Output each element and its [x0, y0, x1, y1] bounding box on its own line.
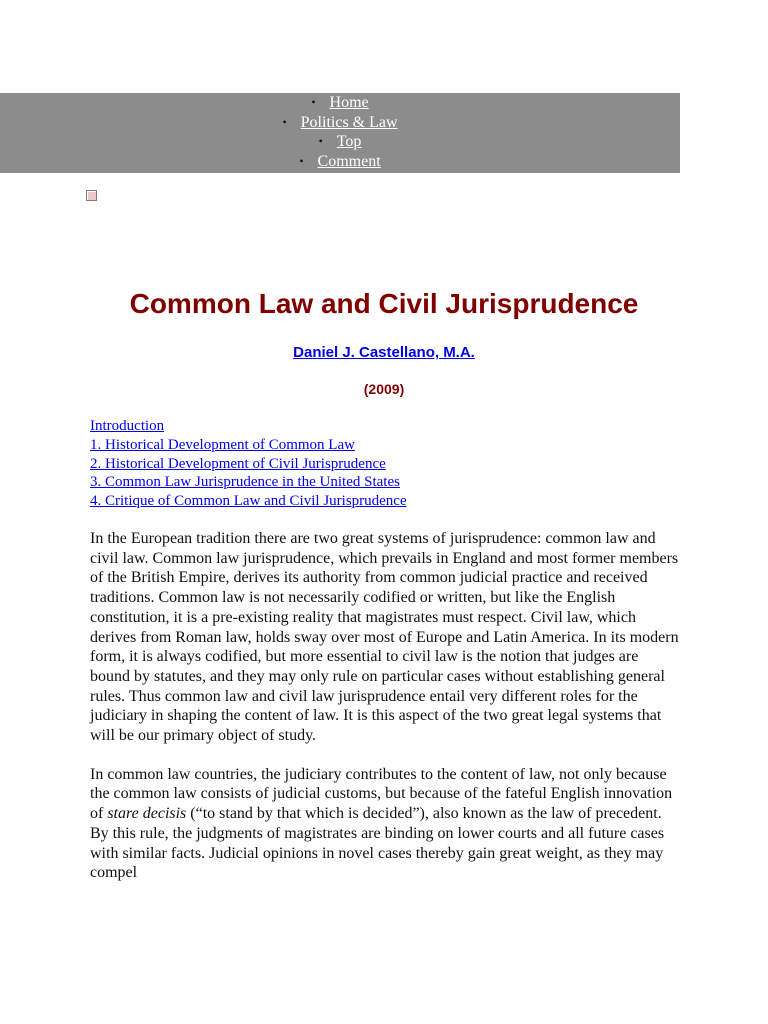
nav-item-home	[0, 93, 680, 113]
author-line	[0, 344, 768, 361]
nav-item-top	[0, 132, 680, 152]
table-of-contents	[90, 417, 407, 511]
nav-link-top[interactable]: Top	[336, 133, 362, 151]
bullet-icon: •	[299, 153, 304, 168]
bullet-icon: •	[311, 95, 316, 109]
broken-image-icon	[86, 190, 97, 201]
article-body	[90, 529, 682, 902]
nav-link-politics-law[interactable]: Politics & Law	[300, 113, 398, 131]
paragraph-common-law	[90, 765, 682, 883]
nav-list	[0, 93, 680, 171]
paragraph-intro: In the European tradition there are two great systems of jurisprudence: common law and civil law. Common law jurisprudence, which prevails in England and most former members of the British Empire, derives its authority from common judicial practice and received traditions. Common law is not necessarily codified or written, but like the English constitution, it is a pre-existing reality that magistrates must respect. Civil law, which derives from Roman law, holds sway over most of Europe and Latin America. In its modern form, it is always codified, but more essential to civil law is the notion that judges are bound by statutes, and they may only rule on particular cases without establishing general rules. Thus common law and civil law jurisprudence entail very different roles for the judiciary in shaping the content of law. It is this aspect of the two great legal systems that will be our primary object of study.	[90, 530, 679, 745]
bullet-icon: •	[318, 134, 323, 149]
toc-link-section-3[interactable]: 3. Common Law Jurisprudence in the United States	[90, 474, 400, 491]
paragraph-text: In common law countries, the judiciary contributes to the content of law, not only because the common law consists of judicial customs, but because of the fateful English innovation of	[90, 765, 673, 823]
paragraph-text: (“to stand by that which is decided”), also known as the law of precedent. By this rule, the judgments of magistrates are binding on lower courts and all future cases with similar facts. Judicial opinions in novel cases thereby gain great weight, as they may compel	[90, 805, 665, 882]
bullet-icon: •	[282, 114, 287, 129]
top-navigation	[0, 93, 680, 173]
nav-link-home[interactable]: Home	[329, 94, 369, 111]
toc-link-section-1[interactable]: 1. Historical Development of Common Law	[90, 436, 355, 453]
toc-link-section-4[interactable]: 4. Critique of Common Law and Civil Jurisprudence	[90, 493, 407, 510]
toc-link-section-2[interactable]: 2. Historical Development of Civil Jurisprudence	[90, 455, 386, 472]
nav-link-comment[interactable]: Comment	[317, 152, 381, 170]
page-title: Common Law and Civil Jurisprudence	[129, 288, 639, 319]
nav-item-comment	[0, 152, 680, 172]
author-link[interactable]: Daniel J. Castellano, M.A.	[293, 344, 475, 361]
nav-item-politics-law	[0, 113, 680, 133]
latin-term: stare decisis	[107, 805, 187, 823]
publication-year: (2009)	[363, 381, 405, 397]
toc-link-introduction[interactable]: Introduction	[90, 418, 165, 434]
